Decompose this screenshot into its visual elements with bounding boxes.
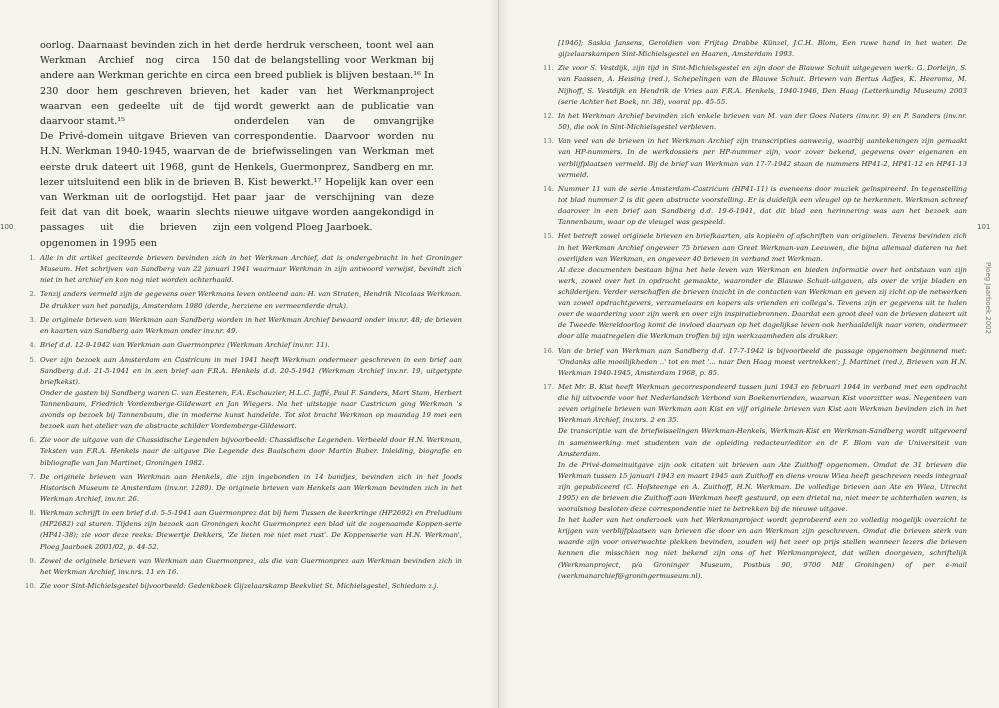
footnotes-right xyxy=(540,38,967,585)
body-paragraph: derde herdruk verscheen, toont wel aan dat de belangstelling voor Werkman bij een breed publiek is blijven bestaan.¹⁶ In het kader van het Werkmanproject wordt gewerkt aan de publicatie van onderdelen van de omvangrijke correspondentie. Daarvoor worden nu de briefwisselingen van Werkman met Henkels, Guermonprez, Sandberg en mr. B. Kist bewerkt.¹⁷ Hopelijk kan over een paar jaar de verschijning van deze nieuwe uitgave worden aangekondigd in een volgend Ploeg Jaarboek. xyxy=(234,40,434,234)
footnote-number: 17. xyxy=(543,383,554,392)
footnote xyxy=(22,315,462,337)
footnote-paragraph: De originele brieven van Werkman aan Sandberg worden in het Werkman Archief bewaard onder inv.nr. 48; de brieven en kaarten van Sandberg aan Werkman onder inv.nr. 49. xyxy=(40,315,462,335)
page-number-right: 101 xyxy=(977,223,991,231)
footnote-number: 4. xyxy=(29,341,36,350)
footnote-paragraph: Werkman schrijft in een brief d.d. 5-5-1941 aan Guermonprez dat bij hem Tussen de keerkringe (HP2692) en Preludium (HP2682) zal sturen. Tijdens zijn bezoek aan Groningen kocht Guermonprez een blad uit de zogenaamde Koppen-serie (HP41-38); zie voor deze reeks: Diewertje Dekkers, 'Ze lieten me niet met rust'. De Koppenserie van H.N. Werkman', Ploeg Jaarboek 2001/02, p. 44-52. xyxy=(40,509,462,551)
footnote-text xyxy=(558,346,967,379)
footnote xyxy=(22,508,462,552)
footnote-paragraph: De originele brieven van Werkman aan Henkels, die zijn ingebonden in 14 bandjes, bevinden zich in het Joods Historisch Museum te Amsterdam (inv.nr. 1289). De originele brieven van Henkels aan Werkman bevinden zich in het Werkman Archief, inv.nr. 26. xyxy=(40,472,462,503)
footnote-number: 1. xyxy=(29,254,36,262)
footnote xyxy=(540,184,967,228)
footnote xyxy=(22,435,462,468)
book-gutter xyxy=(488,0,510,708)
footnote-text xyxy=(558,382,967,582)
footnote-paragraph: Over zijn bezoek aan Amsterdam en Castricum in mei 1941 heeft Werkman ondermeer geschreven in een brief aan Sandberg d.d. 21-5-1941 en in een brief aan F.R.A. Henkels d.d. 20-5-1941 (Werkman Archief inv.nr. 19, uitgetypte briefkekst). xyxy=(40,355,462,386)
footnote-number: 9. xyxy=(29,556,36,565)
footnote-paragraph: Zie voor Sint-Michielsgestel bijvoorbeeld: Gedenkboek Gijzelaarskamp Beekvliet St. Michielsgestel, Schiedam z.j. xyxy=(40,582,439,591)
footnote-text xyxy=(558,111,967,133)
footnote-paragraph: Alle in dit artikel geciteerde brieven bevinden zich in het Werkman Archief, dat is ondergebracht in het Groninger Museum. Het schrijven van Sandberg van 22 januari 1941 waarnaar Werkman in zijn antwoord verwijst, bevindt zich niet in het archief en kon nog niet worden achterhaald. xyxy=(40,254,462,285)
footnote-paragraph: Zie voor de uitgave van de Chassidische Legenden bijvoorbeeld: Chassidische Legenden. Verbeeld door H.N. Werkman, Teksten van F.R.A. Henkels naar de uitgave Die Legende des Baalschem door Martin Buber. Inleiding, biografie en bibliografie van Jan Martinet, Groningen 1982. xyxy=(40,436,462,467)
footnote-text xyxy=(558,38,967,60)
footnote-text xyxy=(40,315,462,337)
footnote-paragraph: Zie voor S. Vestdijk, zijn tijd in Sint-Michielsgestel en zijn door de Blauwe Schuit uitgegeven werk: G. Dorleijn, S. van Faassen, A. Heising (red.), Schepelingen van de Blauwe Schuit. Brieven van Bertus Aafjes, K. Heeroma, M. Nijhoff, S. Vestdijk en Hendrik de Vries aan F.R.A. Henkels, 1940-1946, Den Haag (Letterkundig Museum) 2003 (serie Achter het Boek, nr. 38), vooral pp. 45-55. xyxy=(558,64,967,106)
footnote-paragraph: In het Werkman Archief bevinden zich enkele brieven van M. van der Goes Naters (inv.nr. 9) en P. Sanders (inv.nr. 50), die ook in Sint-Michielsgestel verbleven. xyxy=(558,111,967,132)
footnote-paragraph: In het kader van het onderzoek van het Werkmanproject wordt geprobeerd een zo volledig mogelijk overzicht te krijgen van verblijfplaatsen van brieven die door en aan Werkman zijn geschreven. Omdat die brieven sterk van waarde zijn voor onverwachte plekken bevinden, zouden wij het zeer op prijs stellen wanneer lezers die brieven kennen die misschien nog niet bekend zijn ons of het Werkmanproject, dat willen doorgeven, schriftelijk (Werkmanproject, p/a Groninger Museum, Postbus 90, 9700 ME Groningen) of per e-mail (werkmanarchief@groningermuseum.nl). xyxy=(558,516,967,580)
footnote xyxy=(22,289,462,311)
footnote-text xyxy=(558,63,967,107)
footnote-number: 5. xyxy=(29,355,36,364)
footnote-number: 11. xyxy=(543,64,554,73)
footnote-paragraph: Van de brief van Werkman aan Sandberg d.d. 17-7-1942 is bijvoorbeeld de passage opgenomen beginnend met: 'Ondanks alle moeilijkheden ..' tot en met '... naar Den Haag moest vertrekken'; J. Martinet (red.), Brieven van H.N. Werkman 1940-1945, Amsterdam 1968, p. 85. xyxy=(558,346,967,377)
footnote-number: 10. xyxy=(25,582,36,591)
footnote-paragraph: Van veel van de brieven in het Werkman Archief zijn transcripties aanwezig, waarbij aantekeningen zijn gemaakt van HP-nummers. In de werkdossiers per HP-nummer zijn, voor zover bekend, gegevens over eigenaren en verblijfplaatsen vermeld. Bij de brief van Werkman van 17-7-1942 staan de nummers HP41-2, HP41-12 en HP41-13 vermeld. xyxy=(558,137,967,179)
footnote-number: 3. xyxy=(29,315,36,324)
footnote-number: 13. xyxy=(543,137,554,146)
footnote xyxy=(22,472,462,505)
footnote-paragraph: Met Mr. B. Kist heeft Werkman gecorrespondeerd tussen juni 1943 en februari 1944 in verband met een opdracht die hij uitvoerde voor het Nederlandsch Verbond van Boekenvrienden, waarvan Kist voorzitter was. Negenteen van zeven originele brieven van Werkman aan Kist en vijf originele brieven van Kist aan Werkman bevinden zich in het Werkman Archief, inv.nrs. 2 en 35. xyxy=(558,383,967,425)
footnote-number: 7. xyxy=(29,472,36,481)
footnote xyxy=(540,382,967,582)
footnote xyxy=(22,556,462,578)
page-number-left: 100 xyxy=(0,223,14,231)
footnotes-left xyxy=(22,253,462,596)
footnote xyxy=(22,355,462,433)
footnote-number: 6. xyxy=(29,436,36,445)
footnote-paragraph: De transcriptie van de briefwisselingen Werkman-Henkels, Werkman-Kist en Werkman-Sandberg wordt uitgevoerd in samenwerking met studenten van de opleiding redacteur/editor en dr F. Blom van de Universiteit van Amsterdam. xyxy=(558,427,967,458)
footnote-paragraph: Nummer 11 van de serie Amsterdam-Castricum (HP41-11) is eveneens door muziek geïnspireerd. In tegenstelling tot blad nummer 2 is dit geen abstracte voorstelling. Er is duidelijk een vleugel op te herkennen. Werkman schreef daarover in een brief aan Sandberg d.d. 19-6-1941, dat dit blad een herinnering was aan het bezoek aan Tannenbaum, waar op de vleugel was gespeeld. xyxy=(558,184,967,227)
body-paragraph: oorlog. Daarnaast bevinden zich in het Werkman Archief nog circa 150 andere aan Werkman gerichte en circa 230 door hem geschreven brieven, waarvan een gedeelte uit de tijd daarvoor stamt.¹⁵ xyxy=(40,40,230,128)
running-title: Ploeg Jaarboek 2002 xyxy=(984,262,992,335)
footnote xyxy=(22,340,462,351)
footnote-paragraph: Al deze documenten bestaan bijna het hele leven van Werkman en bieden informatie over het ontstaan van zijn werk, zowel over het in opdracht gemaakte, waaronder de Blauwe Schuit-uitgaven, als over de vrije bladen en schilderijen. Verder verschaffen de brieven inzicht in de contacten van Werkman en geven zij zicht op de netwerken van zowel opdrachtgevers, verzamelaars en kopers als vrienden en collega's. Tevens zijn er gegevens uit te halen over de waardering voor zijn werk en over zijn inspiratiebronnen. Daardat een groot deel van de brieven dateert uit de Tweede Wereldoorlog komt de invloed daarvan op het dagelijkse leven ook herhaaldelijk naar voren, ondermeer door alle maatregelen die Werkman troffen bij zijn werkzaamheden als drukker. xyxy=(558,265,967,341)
footnote-paragraph: Onder de gasten bij Sandberg waren C. van Eesteren, F.A. Eschauzier, H.L.C. Jaffé, Paul F. Sanders, Mart Stam, Herbert Tannenbaum, Friedrich Vordemberge-Gildewart en Jan Wiegers. Na het uitstapje naar Castricum ging Werkman 's avonds op bezoek bij Tannenbaum, die in moderne kunst handelde. Tot slot bracht Werkman op maandag 19 mei een bezoek aan het atelier van de abstracte schilder Vordemberge-Gildewart. xyxy=(40,388,462,431)
body-paragraph: De Privé-domein uitgave Brieven van H.N. Werkman 1940-1945, waarvan de eerste druk dateert uit 1968, gunt de lezer uitsluitend een blik in de brieven van Werkman uit de oorlogstijd. Het feit dat van dit boek, waarin slechts passages uit die brieven zijn opgenomen in 1995 een xyxy=(40,131,230,249)
footnote-text xyxy=(40,355,462,433)
footnote-number: 16. xyxy=(543,346,554,355)
footnote-text xyxy=(40,289,462,311)
footnote-text xyxy=(40,508,462,552)
footnote xyxy=(22,253,462,286)
footnote-paragraph: Tenzij anders vermeld zijn de gegevens over Werkmans leven ontleend aan: H. van Straten, Hendrik Nicolaas Werkman. De drukker van het paradijs, Amsterdam 1980 (derde, herziene en vermeerderde druk). xyxy=(40,290,462,310)
footnote xyxy=(540,63,967,107)
footnote-number: 2. xyxy=(29,290,36,299)
body-column-2 xyxy=(234,38,434,236)
footnote-number: 14. xyxy=(543,184,554,193)
footnote-text xyxy=(558,231,967,342)
footnote-text xyxy=(40,472,462,505)
footnote-text xyxy=(40,435,462,468)
footnote xyxy=(540,136,967,180)
footnote-paragraph: Het betreft zowel originele brieven en briefkaarten, als kopieën of afschriften van originelen. Tevens bevinden zich in het Werkman Archief ongeveer 75 brieven aan Greet Werkman-van Leeuwen, die bijna allemaal dateren na het overlijden van Werkman, en ongeveer 40 brieven in verband met Werkman. xyxy=(558,232,967,263)
body-column-1 xyxy=(40,38,230,251)
footnote xyxy=(540,38,967,60)
footnote-paragraph: [1946]; Saskia Jansens, Geroldien von Frijtag Drabbe Künzel, J.C.H. Blom, Een ruwe hand in het water. De gijzelaarskampen Sint-Michielsgestel en Haaren, Amsterdam 1993. xyxy=(558,39,967,59)
footnote xyxy=(540,231,967,342)
footnote-number: 12. xyxy=(543,111,554,120)
footnote-paragraph: Brief d.d. 12-9-1942 van Werkman aan Guermonprez (Werkman Archief inv.nr. 11). xyxy=(40,341,330,350)
footnote-text xyxy=(558,184,967,228)
footnote xyxy=(540,111,967,133)
footnote-number: 8. xyxy=(29,509,36,518)
footnote-number xyxy=(540,38,558,60)
footnote xyxy=(540,346,967,379)
footnote xyxy=(22,581,462,592)
footnote-text xyxy=(40,556,462,578)
footnote-paragraph: Zowel de originele brieven van Werkman aan Guermonprez, als die van Guermonprez aan Werkman bevinden zich in het Werkman Archief, inv.nrs. 11 en 16. xyxy=(40,556,462,576)
footnote-text xyxy=(558,136,967,180)
footnote-text xyxy=(40,340,462,351)
footnote-paragraph: In de Privé-domeinuitgave zijn ook citaten uit brieven aan Ate Zuithoff opgenomen. Omdat de 31 brieven die Werkman tussen 15 januari 1943 en maart 1945 aan Zuithoff en diens vrouw Wiea heeft geschreven reeds integraal zijn gepubliceerd (C. Hofsteenge en A. Zuithoff, H.N. Werkman. De volledige brieven aan Ate en Wiea, Utrecht 1995) en de brieven die Zuithoff aan Werkman heeft gestuurd, op een drietal na, niet meer te achterhalen waren, is vooralsnog besloten deze correspondentie niet te betrekken bij de nieuwe uitgave. xyxy=(558,460,967,514)
footnote-text xyxy=(40,581,462,592)
footnote-text xyxy=(40,253,462,286)
footnote-number: 15. xyxy=(543,232,554,241)
